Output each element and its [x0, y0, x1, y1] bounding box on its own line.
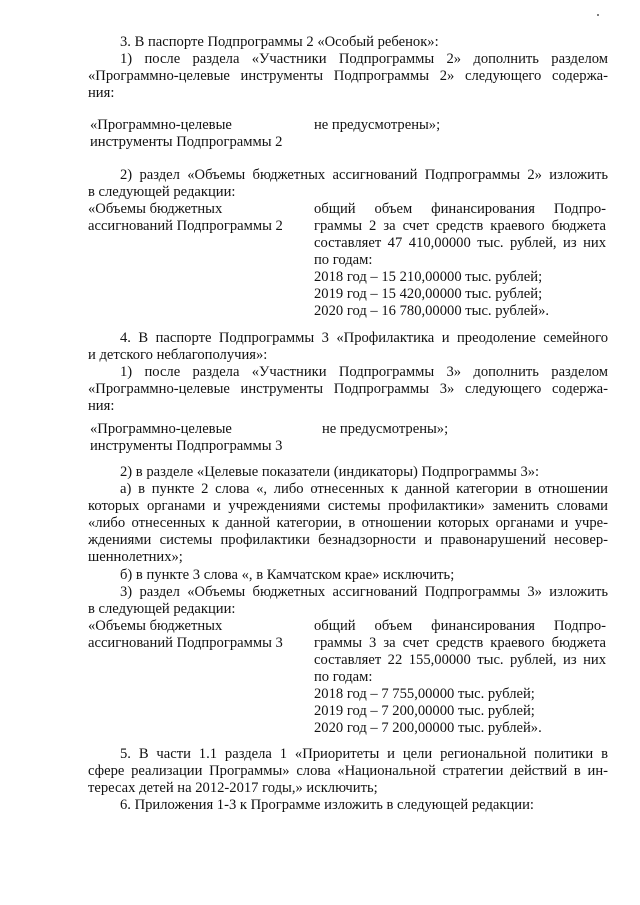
- item-4-para-1-line: «Программно-целевые инструменты Подпрограммы 3» следующего содержа-: [88, 381, 608, 397]
- item-3-para-1-line: «Программно-целевые инструменты Подпрограммы 2» следующего содержа-: [88, 68, 608, 84]
- item-3-heading: 3. В паспорте Подпрограммы 2 «Особый ребенок»:: [120, 34, 439, 50]
- table-right-cell-line: по годам:: [314, 252, 373, 268]
- item-4-para-a-line: которых органами и учреждениями системы профилактики» заменить словами: [88, 498, 608, 514]
- item-3-para-2-line: 2) раздел «Объемы бюджетных ассигнований Подпрограммы 2» изложить: [120, 167, 608, 183]
- table-left-cell-line: «Объемы бюджетных: [88, 201, 223, 217]
- table-right-cell: не предусмотрены»;: [314, 117, 441, 133]
- table-right-cell-line: общий объем финансирования Подпро-: [314, 618, 606, 634]
- item-4-para-a-line: ждениями системы профилактики безнадзорности и правонарушений несовер-: [88, 532, 608, 548]
- table-right-cell-line: 2019 год – 15 420,00000 тыс. рублей;: [314, 286, 543, 302]
- table-right-cell-line: 2020 год – 7 200,00000 тыс. рублей».: [314, 720, 542, 736]
- item-4-para-3-line: в следующей редакции:: [88, 601, 236, 617]
- table-right-cell-line: общий объем финансирования Подпро-: [314, 201, 606, 217]
- item-4-heading-line: 4. В паспорте Подпрограммы 3 «Профилактика и преодоление семейного: [120, 330, 608, 346]
- table-right-cell-line: 2019 год – 7 200,00000 тыс. рублей;: [314, 703, 535, 719]
- table-right-cell-line: 2020 год – 16 780,00000 тыс. рублей».: [314, 303, 550, 319]
- table-left-cell-line: «Объемы бюджетных: [88, 618, 223, 634]
- table-right-cell: не предусмотрены»;: [322, 421, 449, 437]
- table-left-cell-line: «Программно-целевые: [90, 117, 232, 133]
- item-6: 6. Приложения 1-3 к Программе изложить в следующей редакции:: [120, 797, 534, 813]
- table-left-cell-line: ассигнований Подпрограммы 2: [88, 218, 283, 234]
- table-left-cell-line: инструменты Подпрограммы 2: [90, 134, 283, 150]
- page-mark: [597, 14, 599, 16]
- item-5-line: сфере реализации Программы» слова «Национальной стратегии действий в ин-: [88, 763, 608, 779]
- table-right-cell-line: граммы 2 за счет средств краевого бюджета: [314, 218, 606, 234]
- table-right-cell-line: 2018 год – 7 755,00000 тыс. рублей;: [314, 686, 535, 702]
- table-right-cell-line: граммы 3 за счет средств краевого бюджета: [314, 635, 606, 651]
- item-4-para-b: б) в пункте 3 слова «, в Камчатском крае» исключить;: [120, 567, 455, 583]
- table-right-cell-line: по годам:: [314, 669, 373, 685]
- item-3-para-1-line: ния:: [88, 85, 115, 101]
- item-4-para-1-line: ния:: [88, 398, 115, 414]
- item-4-para-a-line: «либо отнесенных к данной категории, в отношении которых органами и учре-: [88, 515, 608, 531]
- item-4-para-a-line: а) в пункте 2 слова «, либо отнесенных к данной категории в отношении: [120, 481, 608, 497]
- item-4-para-3-line: 3) раздел «Объемы бюджетных ассигнований Подпрограммы 3» изложить: [120, 584, 608, 600]
- item-3-para-1-line: 1) после раздела «Участники Подпрограммы 2» дополнить разделом: [120, 51, 608, 67]
- table-left-cell-line: инструменты Подпрограммы 3: [90, 438, 283, 454]
- item-4-para-a-line: шеннолетних»;: [88, 549, 183, 565]
- table-left-cell-line: ассигнований Подпрограммы 3: [88, 635, 283, 651]
- item-4-para-1-line: 1) после раздела «Участники Подпрограммы 3» дополнить разделом: [120, 364, 608, 380]
- item-4-heading-line: и детского неблагополучия»:: [88, 347, 268, 363]
- item-4-para-2: 2) в разделе «Целевые показатели (индикаторы) Подпрограммы 3»:: [120, 464, 540, 480]
- table-left-cell-line: «Программно-целевые: [90, 421, 232, 437]
- table-right-cell-line: 2018 год – 15 210,00000 тыс. рублей;: [314, 269, 543, 285]
- item-3-para-2-line: в следующей редакции:: [88, 184, 236, 200]
- item-5-line: тересах детей на 2012-2017 годы,» исключить;: [88, 780, 378, 796]
- table-right-cell-line: составляет 22 155,00000 тыс. рублей, из них: [314, 652, 606, 668]
- item-5-line: 5. В части 1.1 раздела 1 «Приоритеты и цели региональной политики в: [120, 746, 608, 762]
- table-right-cell-line: составляет 47 410,00000 тыс. рублей, из них: [314, 235, 606, 251]
